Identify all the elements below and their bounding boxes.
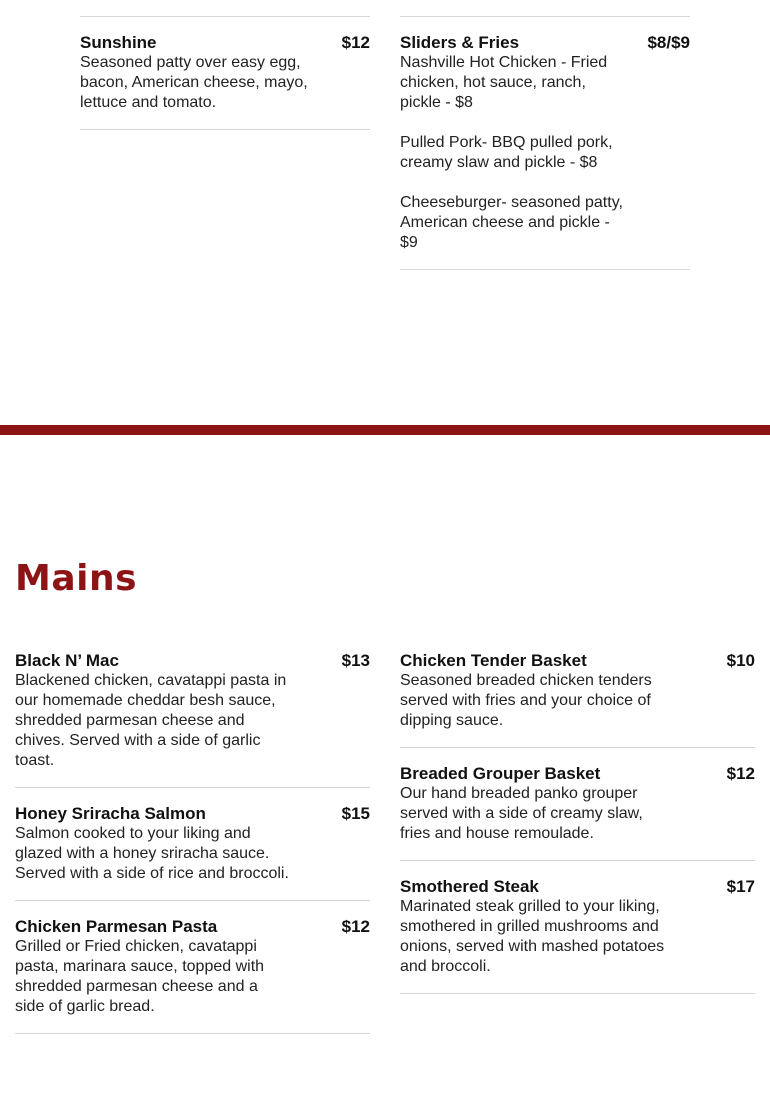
item-price: $12 (726, 764, 755, 783)
item-price: $15 (341, 804, 370, 823)
item-name: Sunshine (80, 33, 157, 52)
item-description: Grilled or Fried chicken, cavatappi pasta, marinara sauce, topped with shredded parmesan cheese and a side of garlic bread. (15, 938, 265, 1015)
item-price: $10 (726, 651, 755, 670)
item-description: Seasoned patty over easy egg, bacon, American cheese, mayo, lettuce and tomato. (80, 54, 308, 111)
menu-item-breaded-grouper-basket (400, 764, 755, 861)
item-name: Honey Sriracha Salmon (15, 804, 206, 823)
item-name: Black N’ Mac (15, 651, 119, 670)
item-price: $8/$9 (647, 33, 690, 52)
item-price: $13 (341, 651, 370, 670)
item-name: Smothered Steak (400, 877, 539, 896)
item-description: Blackened chicken, cavatappi pasta in our homemade cheddar besh sauce, shredded parmesan cheese and chives. Served with a side of garlic toast. (15, 672, 287, 769)
section-divider-band (0, 425, 770, 435)
menu-item-sliders-fries (400, 33, 690, 270)
mains-left-column (15, 651, 370, 1050)
menu-item-chicken-tender-basket (400, 651, 755, 748)
item-name: Chicken Parmesan Pasta (15, 917, 218, 936)
section-title-mains: Mains (15, 558, 138, 599)
item-price: $12 (341, 917, 370, 936)
menu-item-chicken-parmesan-pasta (15, 917, 370, 1034)
item-name: Chicken Tender Basket (400, 651, 587, 670)
item-description: Marinated steak grilled to your liking, smothered in grilled mushrooms and onions, served with mashed potatoes and broccoli. (400, 898, 665, 975)
item-price: $17 (726, 877, 755, 896)
item-description: Salmon cooked to your liking and glazed with a honey sriracha sauce. Served with a side of rice and broccoli. (15, 825, 289, 882)
menu-item-smothered-steak (400, 877, 755, 994)
menu-item-honey-sriracha-salmon (15, 804, 370, 901)
item-description: Nashville Hot Chicken - Fried chicken, hot sauce, ranch, pickle - $8 Pulled Pork- BBQ pulled pork, creamy slaw and pickle - $8 Cheeseburger- seasoned patty, American cheese and pickle - $9 (400, 54, 623, 251)
menu-item-sunshine (80, 33, 370, 130)
item-price: $12 (341, 33, 370, 52)
top-right-divider (400, 16, 690, 17)
menu-item-black-n-mac (15, 651, 370, 788)
top-right-column (400, 33, 690, 286)
top-left-divider (80, 16, 370, 17)
item-description: Our hand breaded panko grouper served with a side of creamy slaw, fries and house remoulade. (400, 785, 643, 842)
item-name: Sliders & Fries (400, 33, 520, 52)
mains-right-column (400, 651, 755, 1010)
top-left-column (80, 33, 370, 146)
item-name: Breaded Grouper Basket (400, 764, 601, 783)
item-description: Seasoned breaded chicken tenders served with fries and your choice of dipping sauce. (400, 672, 652, 729)
